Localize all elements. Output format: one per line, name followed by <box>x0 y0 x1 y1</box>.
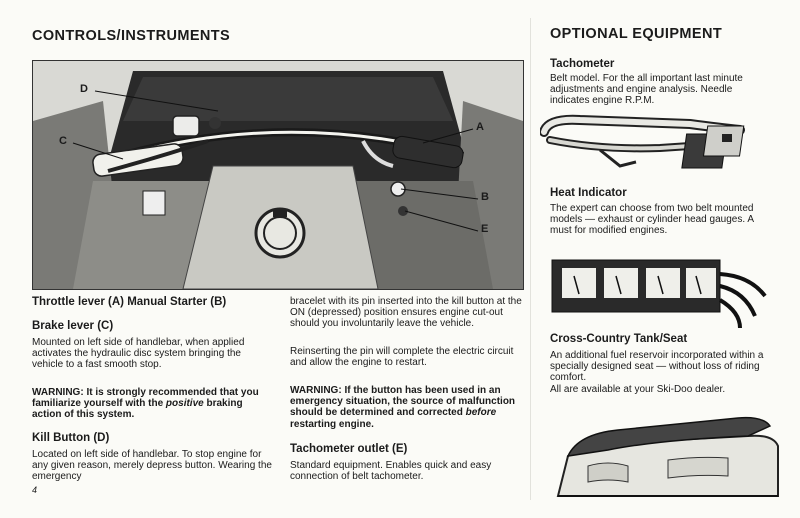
page-number: 4 <box>32 485 38 495</box>
callout-a: A <box>476 121 484 133</box>
dealer-text: All are available at your Ski-Doo dealer. <box>550 384 726 395</box>
braking-warning: WARNING: It is strongly recommended that you familiarize yourself with the positive braking action of this system. <box>32 387 259 421</box>
callout-c: C <box>59 135 67 147</box>
tank-seat-text: An additional fuel reservoir incorporated within a specially designed seat — without loss of riding comfort. <box>550 350 764 384</box>
emergency-warning: WARNING: If the button has been used in an emergency situation, the source of malfunction should be determined and corrected before restarting engine. <box>290 385 516 430</box>
tach-outlet-text: Standard equipment. Enables quick and easy connection of belt tachometer. <box>290 460 492 483</box>
callout-b: B <box>481 191 489 203</box>
heat-indicator-text: The expert can choose from two belt mounted models — exhaust or cylinder head gauges. A must for modified engines. <box>550 203 754 237</box>
brake-lever-heading: Brake lever (C) <box>32 320 114 332</box>
tank-seat-icon <box>548 396 784 502</box>
heat-gauges-icon <box>550 256 772 332</box>
tank-seat-heading: Cross-Country Tank/Seat <box>550 333 688 345</box>
left-page-heading: CONTROLS/INSTRUMENTS <box>32 28 231 44</box>
throttle-starter-heading: Throttle lever (A) Manual Starter (B) <box>32 296 227 308</box>
bracelet-text: bracelet with its pin inserted into the kill button at the ON (depressed) position ensures engine cut-out should you involuntarily leave the vehicle. <box>290 296 522 330</box>
right-page-heading: OPTIONAL EQUIPMENT <box>550 26 723 42</box>
handlebar-illustration <box>33 61 523 289</box>
tachometer-text: Belt model. For the all important last minute adjustments and engine analysis. Needle indicates engine R.P.M. <box>550 73 743 107</box>
controls-diagram <box>32 60 524 290</box>
kill-button-heading: Kill Button (D) <box>32 432 110 444</box>
brake-lever-text: Mounted on left side of handlebar, when applied activates the hydraulic disc system bringing the vehicle to a fast smooth stop. <box>32 337 245 371</box>
tachometer-heading: Tachometer <box>550 58 615 70</box>
heat-indicator-heading: Heat Indicator <box>550 187 627 199</box>
page-divider <box>530 18 531 500</box>
reinsert-text: Reinserting the pin will complete the electric circuit and allow the engine to restart. <box>290 346 514 369</box>
belt-tachometer-icon <box>540 110 776 182</box>
callout-d: D <box>80 83 88 95</box>
kill-button-text: Located on left side of handlebar. To stop engine for any given reason, merely depress button. Wearing the emergency <box>32 449 272 483</box>
tach-outlet-heading: Tachometer outlet (E) <box>290 443 408 455</box>
callout-e: E <box>481 223 489 235</box>
